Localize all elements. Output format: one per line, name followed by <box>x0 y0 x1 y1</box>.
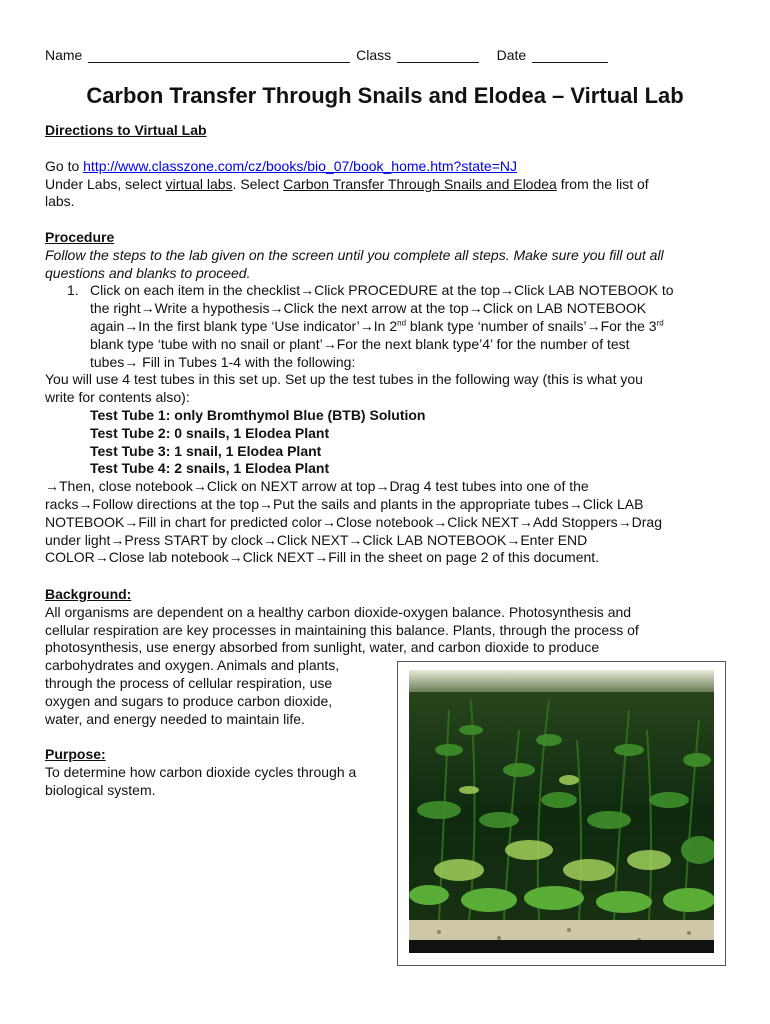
page-title: Carbon Transfer Through Snails and Elodea – Virtual Lab <box>86 83 684 108</box>
name-field[interactable] <box>88 48 350 63</box>
virtual-labs-text: virtual labs <box>165 175 233 192</box>
step-line: blank type ‘tube with no snail or plant’→For the next blank type’4’ for the number of test <box>90 335 630 352</box>
date-label: Date <box>496 47 527 63</box>
student-info-header <box>45 47 610 63</box>
class-field[interactable] <box>397 48 479 63</box>
step-line: the right→Write a hypothesis→Click the next arrow at the top→Click on LAB NOTEBOOK <box>90 300 647 317</box>
step-line: Click on each item in the checklist→Click PROCEDURE at the top→Click LAB NOTEBOOK to <box>90 282 674 299</box>
test-tube-2: Test Tube 2: 0 snails, 1 Elodea Plant <box>90 424 330 441</box>
step-number: 1. <box>67 282 79 299</box>
procedure-heading: Procedure <box>45 229 115 245</box>
lab-name-text: Carbon Transfer Through Snails and Elodea <box>283 175 557 192</box>
background-text: All organisms are dependent on a healthy carbon dioxide-oxygen balance. Photosynthesis and cellular respiration are key processes in maintaining this balance. Plants, through the process of photosynthesis, use energy absorbed from sunlight, water, and carbon dioxide to produce carbohydrates and oxygen. Animals and plants, through the process of cellular respiration, use oxygen and sugars to produce carbon dioxide, water, and energy needed to maintain life. <box>45 603 639 727</box>
purpose-text: To determine how carbon dioxide cycles through a biological system. <box>45 764 357 798</box>
directions-select-line: Under Labs, select virtual labs. Select Carbon Transfer Through Snails and Elodea from the list of <box>45 175 649 192</box>
date-field[interactable] <box>532 48 608 63</box>
class-label: Class <box>356 47 392 63</box>
setup-text: You will use 4 test tubes in this set up. Set up the test tubes in the following way (this is what you write for contents also): <box>45 371 643 406</box>
then-instructions: →Then, close notebook→Click on NEXT arrow at top→Drag 4 test tubes into one of the racks→Follow directions at the top→Put the sails and plants in the appropriate tubes→Click LAB NOTEBOOK→Fill in chart for predicted color→Close notebook→Click NEXT→Add Stoppers→Drag under light→Press START by clock→Click NEXT→Click LAB NOTEBOOK→Enter END COLOR→Close lab notebook→Click NEXT→Fill in the sheet on page 2 of this document. <box>45 478 662 566</box>
step-line: again→In the first blank type ‘Use indicator’→In 2nd blank type ‘number of snails’→For the 3rd <box>90 317 664 334</box>
directions-line3: labs. <box>45 193 75 210</box>
lab-url-link[interactable]: http://www.classzone.com/cz/books/bio_07/book_home.htm?state=NJ <box>83 157 517 174</box>
procedure-intro: Follow the steps to the lab given on the screen until you complete all steps. Make sure you fill out all questions and blanks to proceed. <box>45 246 664 281</box>
test-tube-1: Test Tube 1: only Bromthymol Blue (BTB) Solution <box>90 406 426 423</box>
step-line: tubes→ Fill in Tubes 1-4 with the following: <box>90 353 356 370</box>
name-label: Name <box>45 47 83 63</box>
aquarium-plants-image <box>409 670 714 953</box>
aquarium-photo <box>397 661 726 966</box>
procedure-step-1 <box>45 282 725 371</box>
directions-heading: Directions to Virtual Lab <box>45 122 207 138</box>
purpose-heading: Purpose: <box>45 746 106 763</box>
test-tube-4: Test Tube 4: 2 snails, 1 Elodea Plant <box>90 460 330 477</box>
test-tube-3: Test Tube 3: 1 snail, 1 Elodea Plant <box>90 442 322 459</box>
procedure-section <box>45 229 725 567</box>
background-heading: Background: <box>45 586 132 602</box>
directions-goto-line: Go to http://www.classzone.com/cz/books/bio_07/book_home.htm?state=NJ <box>45 157 517 174</box>
directions-section <box>45 122 725 211</box>
